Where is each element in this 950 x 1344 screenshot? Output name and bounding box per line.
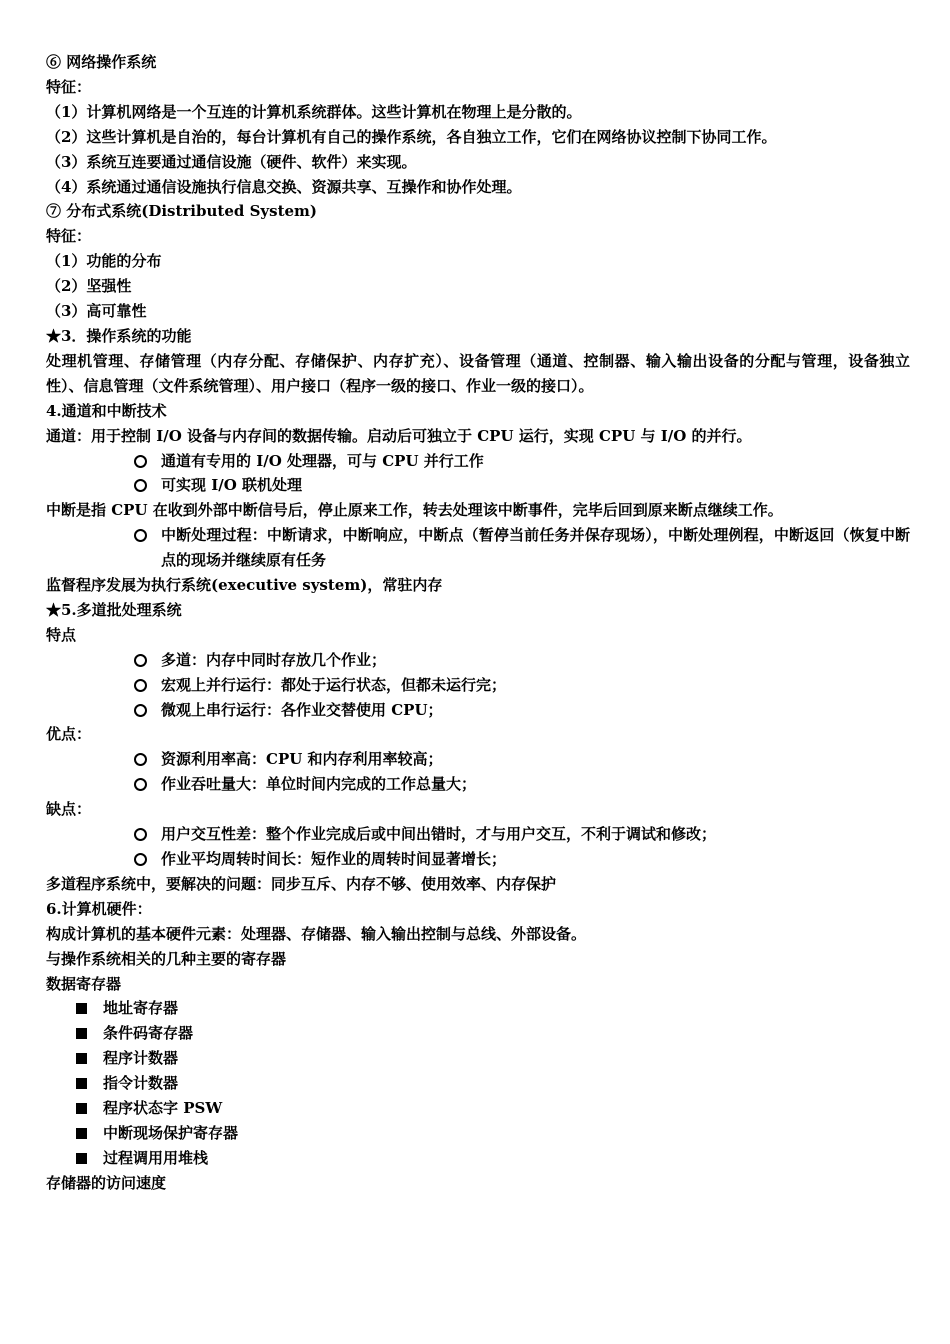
square-bullet-icon [76,1028,87,1039]
list-item-text: 程序计数器 [103,1049,179,1068]
hardware-elements: 构成计算机的基本硬件元素：处理器、存储器、输入输出控制与总线、外部设备。 [46,924,587,943]
list-item [46,698,910,723]
list-item [46,449,910,474]
list-item-text: 通道有专用的 I/O 处理器，可与 CPU 并行工作 [161,451,484,470]
registers-intro: 与操作系统相关的几种主要的寄存器 [46,949,287,968]
list-item [46,747,910,772]
square-bullet-icon [76,1053,87,1064]
circle-bullet-icon [134,704,147,717]
disadvantages-label: 缺点： [46,800,92,819]
features-label: 特征： [46,77,92,96]
heading-channel-interrupt: 4.通道和中断技术 [46,401,167,420]
list-item [46,523,910,573]
network-feature-4: （4）系统通过通信设施执行信息交换、资源共享、互操作和协作处理。 [46,177,522,196]
network-feature-2: （2）这些计算机是自治的，每台计算机有自己的操作系统，各自独立工作，它们在网络协议控制下协同工作。 [46,127,777,146]
data-registers-label: 数据寄存器 [46,974,122,993]
circle-bullet-icon [134,654,147,667]
list-item-text: 宏观上并行运行：都处于运行状态，但都未运行完； [161,675,507,694]
list-item-text: 地址寄存器 [103,999,179,1018]
list-item-text: 指令计数器 [103,1074,179,1093]
square-bullet-icon [76,1078,87,1089]
memory-access-speed: 存储器的访问速度 [46,1173,167,1192]
list-item-text: 条件码寄存器 [103,1024,194,1043]
list-item-text: 作业吞吐量大：单位时间内完成的工作总量大； [161,775,477,794]
list-item-text: 可实现 I/O 联机处理 [161,476,303,495]
document-page [46,50,910,1196]
circle-bullet-icon [134,529,147,542]
list-item-text: 中断现场保护寄存器 [103,1123,239,1142]
distributed-feature-2: （2）坚强性 [46,277,132,296]
circle-bullet-icon [134,455,147,468]
list-item-text: 程序状态字 PSW [103,1099,223,1118]
network-feature-3: （3）系统互连要通过通信设施（硬件、软件）来实现。 [46,152,417,171]
circle-bullet-icon [134,778,147,791]
network-feature-1: （1）计算机网络是一个互连的计算机系统群体。这些计算机在物理上是分散的。 [46,102,582,121]
list-item [46,1021,910,1046]
distributed-feature-1: （1）功能的分布 [46,252,162,271]
features-label: 特征： [46,227,92,246]
circle-bullet-icon [134,828,147,841]
distributed-feature-3: （3）高可靠性 [46,302,147,321]
list-item [46,673,910,698]
list-item-text: 中断处理过程：中断请求，中断响应，中断点（暂停当前任务并保存现场），中断处理例程，中断返回（恢复中断点的现场并继续原有任务 [161,526,910,570]
circle-bullet-icon [134,853,147,866]
supervisor-program-line: 监督程序发展为执行系统(executive system)，常驻内存 [46,576,443,595]
square-bullet-icon [76,1128,87,1139]
list-item [46,473,910,498]
list-item-text: 资源利用率高：CPU 和内存利用率较高； [161,750,443,769]
circle-bullet-icon [134,753,147,766]
list-item-text: 多道：内存中同时存放几个作业； [161,650,387,669]
list-item [46,847,910,872]
heading-network-os: ⑥ 网络操作系统 [46,53,157,71]
square-bullet-icon [76,1003,87,1014]
os-functions-paragraph: 处理机管理、存储管理（内存分配、存储保护、内存扩充）、设备管理（通道、控制器、输入输出设备的分配与管理，设备独立性）、信息管理（文件系统管理）、用户接口（程序一级的接口、作业一级的接口）。 [46,351,910,395]
list-item-text: 过程调用用堆栈 [103,1148,209,1167]
heading-multiprogramming: ★5.多道批处理系统 [46,600,182,619]
heading-os-functions: ★3．操作系统的功能 [46,326,192,345]
advantages-label: 优点： [46,725,92,744]
list-item [46,1121,910,1146]
list-item [46,1146,910,1171]
heading-computer-hardware: 6.计算机硬件： [46,899,152,918]
list-item [46,822,910,847]
square-bullet-icon [76,1153,87,1164]
list-item-text: 微观上串行运行：各作业交替使用 CPU； [161,700,443,719]
interrupt-definition: 中断是指 CPU 在收到外部中断信号后，停止原来工作，转去处理该中断事件，完毕后回到原来断点继续工作。 [46,501,783,520]
list-item-text: 作业平均周转时间长：短作业的周转时间显著增长； [161,850,507,868]
list-item [46,772,910,797]
list-item [46,996,910,1021]
square-bullet-icon [76,1103,87,1114]
list-item [46,1096,910,1121]
multiprogramming-problems: 多道程序系统中，要解决的问题：同步互斥、内存不够、使用效率、内存保护 [46,874,557,893]
heading-distributed-system: ⑦ 分布式系统(Distributed System) [46,202,318,221]
list-item [46,1046,910,1071]
list-item-text: 用户交互性差：整个作业完成后或中间出错时，才与用户交互，不利于调试和修改； [161,825,717,844]
list-item [46,648,910,673]
circle-bullet-icon [134,479,147,492]
circle-bullet-icon [134,679,147,692]
channel-definition: 通道：用于控制 I/O 设备与内存间的数据传输。启动后可独立于 CPU 运行，实现 CPU 与 I/O 的并行。 [46,426,752,445]
list-item [46,1071,910,1096]
traits-label: 特点 [46,625,77,644]
